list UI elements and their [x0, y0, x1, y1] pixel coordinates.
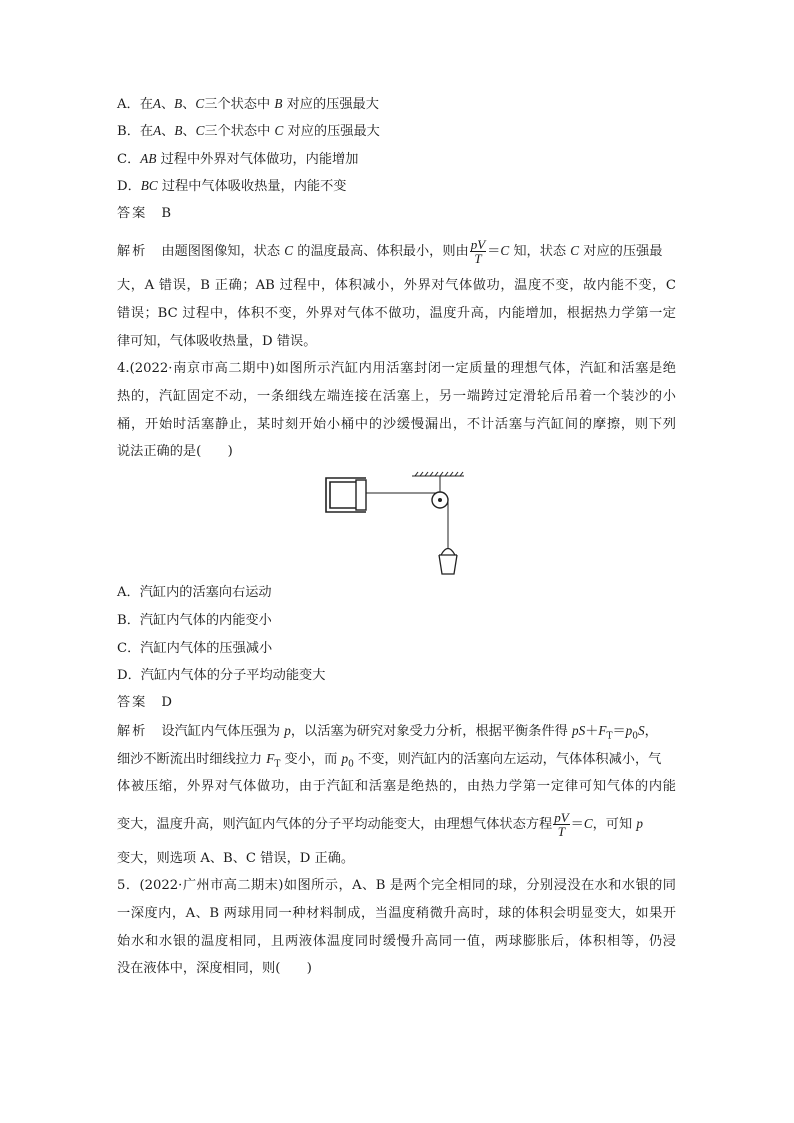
q4-analysis-line-5: 变大，则选项 A、B、C 错误，D 正确。: [117, 851, 355, 866]
q4-analysis-line-1: 解析 设汽缸内气体压强为 p，以活塞为研究对象受力分析，根据平衡条件得 $pS+F_T=p_0S$，: [117, 723, 658, 742]
q4-stem-line-3: 桶，开始时活塞静止，某时刻开始小桶中的沙缓慢漏出，不计活塞与汽缸间的摩擦，则下列: [117, 417, 676, 432]
q4-option-d: D．汽缸内气体的分子平均动能变大: [117, 668, 326, 683]
q3-option-d: D．BC 过程中气体吸收热量，内能不变: [117, 178, 347, 194]
q4-fraction: $\frac{pV}{T}$: [554, 810, 569, 839]
q3-option-c: C．AB 过程中外界对气体做功，内能增加: [117, 151, 359, 167]
q5-stem-line-1: 5．(2022·广州市高二期末)如图所示，A、B 是两个完全相同的球，分别浸没在水和水银的同: [117, 878, 676, 893]
q4-option-c: C．汽缸内气体的压强减小: [117, 641, 273, 656]
q4-stem-line-1: 4.(2022·南京市高二期中)如图所示汽缸内用活塞封闭一定质量的理想气体，汽缸和活塞是绝: [117, 361, 676, 376]
q3-option-b: B．在A、B、C三个状态中 C 对应的压强最大: [117, 123, 380, 139]
q3-option-a: A．在A、B、C三个状态中 B 对应的压强最大: [117, 96, 379, 112]
pulley-axle: [438, 498, 442, 502]
q5-stem-line-2: 一深度内，A、B 两球用同一种材料制成，当温度稍微升高时，球的体积会明显变大，如果开: [117, 906, 676, 921]
piston: [356, 480, 366, 510]
q4-analysis-line-2: 细沙不断流出时细线拉力 $F_T$ 变小，而 $p_0$ 不变，则汽缸内的活塞向左运动，气体体积减小，气: [117, 751, 662, 770]
q4-analysis-line-4: 变大，温度升高，则汽缸内气体的分子平均动能变大，由理想气体状态方程 $\frac{pV}{T}$ ＝C，可知 p: [117, 810, 643, 839]
q4-option-b: B．汽缸内气体的内能变小: [117, 613, 272, 628]
sand-bucket: [439, 549, 457, 575]
q4-answer: 答案 D: [117, 695, 172, 710]
cylinder-pulley-diagram: [318, 470, 468, 580]
q4-option-a: A．汽缸内的活塞向右运动: [117, 585, 272, 600]
q5-stem-line-3: 始水和水银的温度相同，且两液体温度同时缓慢升高同一值，两球膨胀后，体积相等，仍浸: [117, 934, 676, 949]
q4-analysis-line-3: 体被压缩，外界对气体做功，由于汽缸和活塞是绝热的，由热力学第一定律可知气体的内能: [117, 779, 676, 794]
q3-analysis-line-2: 大，A 错误，B 正确；AB 过程中，体积减小，外界对气体做功，温度不变，故内能不变，C: [117, 278, 676, 293]
q4-stem-line-4: 说法正确的是( ): [117, 444, 233, 459]
q3-analysis-line-4: 律可知，气体吸收热量，D 错误。: [117, 334, 317, 349]
q4-stem-line-2: 热的，汽缸固定不动，一条细线左端连接在活塞上，另一端跨过定滑轮后吊着一个装沙的小: [117, 389, 676, 404]
q3-answer: 答案 B: [117, 206, 172, 221]
q3-analysis-line-1: 解析 由题图图像知，状态 C 的温度最高、体积最小，则由 $\frac{pV}{T}$ ＝C 知，状态 C 对应的压强最: [117, 237, 663, 266]
q5-stem-line-4: 没在液体中，深度相同，则( ): [117, 961, 312, 976]
q3-fraction: $\frac{pV}{T}$: [470, 237, 486, 266]
ceiling-mount: [412, 472, 464, 493]
q3-analysis-line-3: 错误；BC 过程中，体积不变，外界对气体不做功，温度升高，内能增加，根据热力学第一定: [117, 306, 676, 321]
